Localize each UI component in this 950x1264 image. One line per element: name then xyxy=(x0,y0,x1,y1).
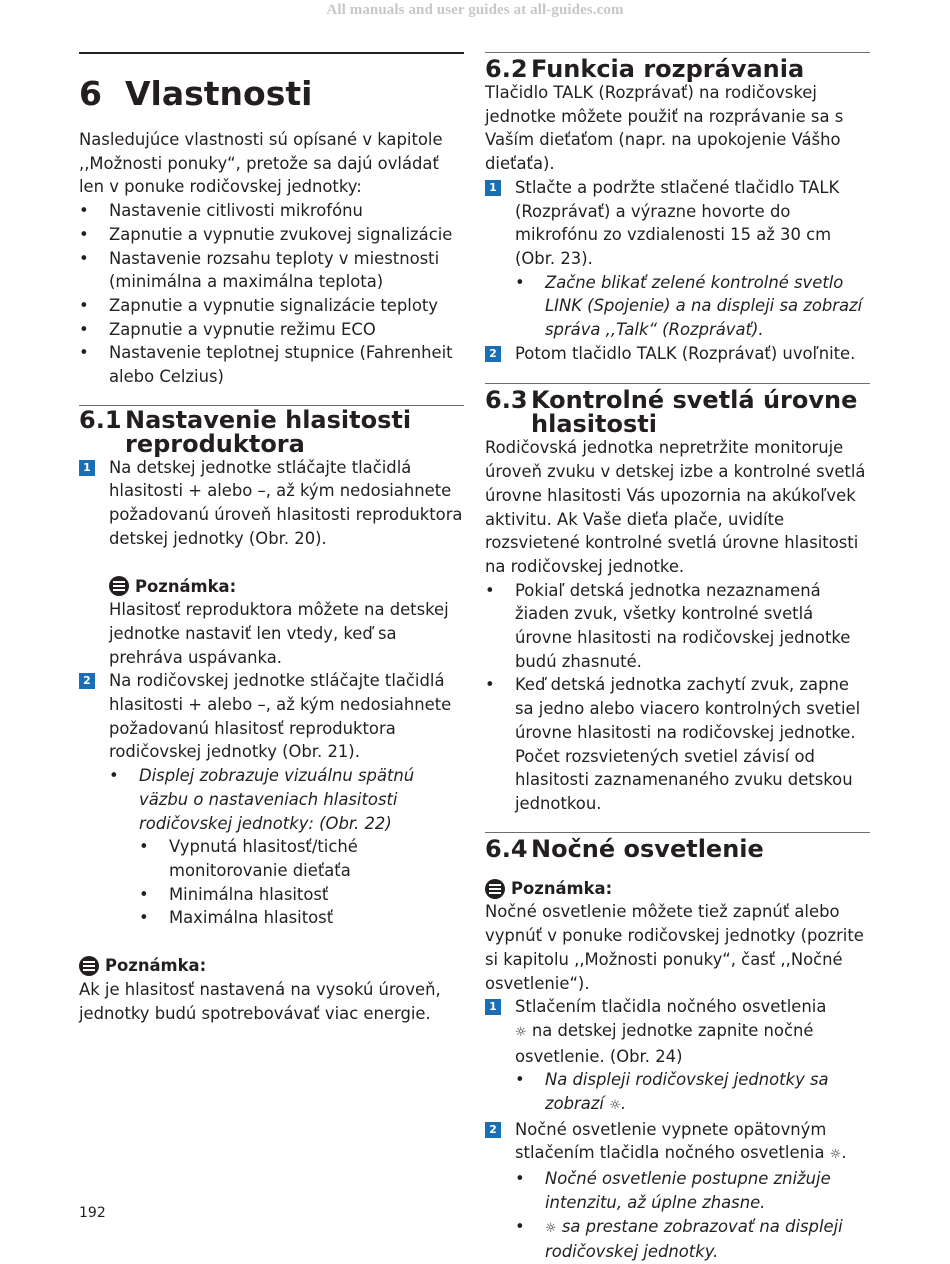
step-result: • Na displeji rodičovskej jednotky sa zobrazí ☼. xyxy=(515,1068,870,1117)
step-result: • Nočné osvetlenie postupne znižuje intenzitu, až úplne zhasne. xyxy=(515,1167,870,1214)
section-title: Nastavenie hlasitosti reproduktora xyxy=(125,405,412,458)
section-title: Nočné osvetlenie xyxy=(531,834,764,863)
step-number-badge: 1 xyxy=(79,460,95,476)
section-number: 6.3 xyxy=(485,386,528,415)
step-number-badge: 2 xyxy=(485,346,501,362)
feature-bullet: • Zapnutie a vypnutie režimu ECO xyxy=(79,318,464,342)
step-2 xyxy=(485,342,870,366)
feature-bullet: • Nastavenie citlivosti mikrofónu xyxy=(79,199,464,223)
volume-option: • Minimálna hlasitosť xyxy=(139,883,464,907)
chapter-rule xyxy=(79,52,464,54)
note-label: Poznámka: xyxy=(511,878,613,898)
step-result: • Displej zobrazuje vizuálnu spätnú väzbu o nastaveniach hlasitosti rodičovskej jednotky: (Obr. 22) xyxy=(109,764,464,835)
intro-paragraph: Nasledujúce vlastnosti sú opísané v kapitole ,,Možnosti ponuky“, pretože sa dajú ovládať len v ponuke rodičovskej jednotky: xyxy=(79,130,443,197)
step-result xyxy=(515,1215,870,1264)
result-text: sa prestane zobrazovať na displeji rodičovskej jednotky. xyxy=(545,1216,843,1262)
chapter-title: Vlastnosti xyxy=(125,74,313,113)
section-rule xyxy=(485,832,870,833)
section-number: 6.2 xyxy=(485,55,528,83)
step-1 xyxy=(485,995,870,1068)
watermark: All manuals and user guides at all-guides.com xyxy=(326,2,624,18)
note-block xyxy=(79,954,464,1025)
section-title: Funkcia rozprávania xyxy=(531,55,805,83)
step-text: Potom tlačidlo TALK (Rozprávať) uvoľnite. xyxy=(515,343,856,363)
note-icon xyxy=(79,956,99,976)
volume-option: • Maximálna hlasitosť xyxy=(139,906,464,930)
section-intro: Rodičovská jednotka nepretržite monitoruje úroveň zvuku v detskej izbe a kontrolné svetlá úrovne hlasitosti Vás upozornia na akúkoľvek aktivitu. Ak Vaše dieťa plače, uvidíte rozsvietené kontrolné svetlá úrovne hlasitosti na rodičovskej jednotke. xyxy=(485,438,866,576)
note-text: Hlasitosť reproduktora môžete na detskej jednotke nastaviť len vtedy, keď sa prehráva uspávanka. xyxy=(109,600,449,667)
feature-bullet: • Zapnutie a vypnutie signalizácie teploty xyxy=(79,294,464,318)
step-text: Stlačte a podržte stlačené tlačidlo TALK (Rozprávať) a výrazne hovorte do mikrofónu zo vzdialenosti 15 až 30 cm (Obr. 23). xyxy=(515,177,840,268)
step-number-badge: 1 xyxy=(485,180,501,196)
chapter-heading xyxy=(79,74,464,114)
note-heading xyxy=(79,954,464,978)
volume-light-bullet: • Pokiaľ detská jednotka nezaznamená žiaden zvuk, všetky kontrolné svetlá úrovne hlasitosti na rodičovskej jednotke budú zhasnuté. xyxy=(485,579,870,674)
step-text: Na detskej jednotke stláčajte tlačidlá hlasitosti + alebo –, až kým nedosiahnete požadovanú úroveň hlasitosti reproduktora detskej jednotky (Obr. 20). xyxy=(109,457,463,548)
note-block xyxy=(79,575,464,670)
step-1 xyxy=(485,176,870,271)
step-2: 2 Nočné osvetlenie vypnete opätovným stlačením tlačidla nočného osvetlenia ☼. xyxy=(485,1118,870,1167)
night-light-icon: ☼ xyxy=(545,1220,557,1236)
note-text: Ak je hlasitosť nastavená na vysokú úroveň, jednotky budú spotrebovávať viac energie. xyxy=(79,979,441,1023)
step-1 xyxy=(79,456,464,551)
feature-bullet: • Nastavenie rozsahu teploty v miestnosti (minimálna a maximálna teplota) xyxy=(79,247,464,294)
left-column xyxy=(79,52,464,1025)
night-light-icon: ☼ xyxy=(609,1098,621,1114)
section-rule xyxy=(485,383,870,384)
section-6-3-heading xyxy=(485,386,870,439)
section-6-4-heading xyxy=(485,834,870,863)
step-result: • Začne blikať zelené kontrolné svetlo LINK (Spojenie) a na displeji sa zobrazí správa ,,Talk“ (Rozprávať). xyxy=(515,271,870,342)
step-number-badge: 2 xyxy=(79,673,95,689)
night-light-icon: ☼ xyxy=(515,1024,527,1040)
volume-light-bullet: • Keď detská jednotka zachytí zvuk, zapne sa jedno alebo viacero kontrolných svetiel úrovne hlasitosti na rodičovskej jednotke. Počet rozsvietených svetiel závisí od hlasitosti zaznamenaného zvuku detskou jednotkou. xyxy=(485,673,870,815)
section-6-1-heading xyxy=(79,405,464,458)
step-number-badge: 2 xyxy=(485,1122,501,1138)
note-label: Poznámka: xyxy=(135,576,237,596)
note-text: Nočné osvetlenie môžete tiež zapnúť alebo vypnúť v ponuke rodičovskej jednotky (pozrite si kapitolu ,,Možnosti ponuky“, časť ,,Nočné osvetlenie“). xyxy=(485,902,864,993)
step-text: Nočné osvetlenie vypnete opätovným stlačením tlačidla nočného osvetlenia xyxy=(515,1119,827,1163)
feature-bullet: • Nastavenie teplotnej stupnice (Fahrenheit alebo Celzius) xyxy=(79,341,464,388)
result-text: Na displeji rodičovskej jednotky sa zobrazí xyxy=(545,1070,829,1114)
night-light-icon: ☼ xyxy=(829,1147,842,1163)
note-heading xyxy=(109,575,464,599)
step-text: Na rodičovskej jednotke stláčajte tlačidlá hlasitosti + alebo –, až kým nedosiahnete požadovanú hlasitosť reproduktora rodičovskej jednotky (Obr. 21). xyxy=(109,671,452,762)
section-number: 6.4 xyxy=(485,834,528,863)
section-intro: Tlačidlo TALK (Rozprávať) na rodičovskej jednotke môžete použiť na rozprávanie sa s Vaším dieťaťom (napr. na upokojenie Vášho dieťaťa). xyxy=(485,83,844,174)
step-text: Stlačením tlačidla nočného osvetlenia xyxy=(515,997,827,1017)
section-rule xyxy=(485,52,870,53)
feature-bullet: • Zapnutie a vypnutie zvukovej signalizácie xyxy=(79,223,464,247)
note-label: Poznámka: xyxy=(105,956,207,976)
note-icon xyxy=(485,879,505,899)
right-column xyxy=(485,52,870,1264)
step-number-badge: 1 xyxy=(485,999,501,1015)
step-text: na detskej jednotke zapnite nočné osvetlenie. (Obr. 24) xyxy=(515,1020,814,1066)
step-2 xyxy=(79,669,464,764)
section-number: 6.1 xyxy=(79,405,122,434)
section-6-2-heading xyxy=(485,57,870,81)
page-number: 192 xyxy=(79,1205,106,1221)
chapter-number: 6 xyxy=(79,74,102,113)
note-block xyxy=(485,877,870,996)
volume-option: • Vypnutá hlasitosť/tiché monitorovanie dieťaťa xyxy=(139,835,464,882)
section-title: Kontrolné svetlá úrovne hlasitosti xyxy=(531,386,858,439)
note-heading xyxy=(485,877,870,901)
note-icon xyxy=(109,576,129,596)
